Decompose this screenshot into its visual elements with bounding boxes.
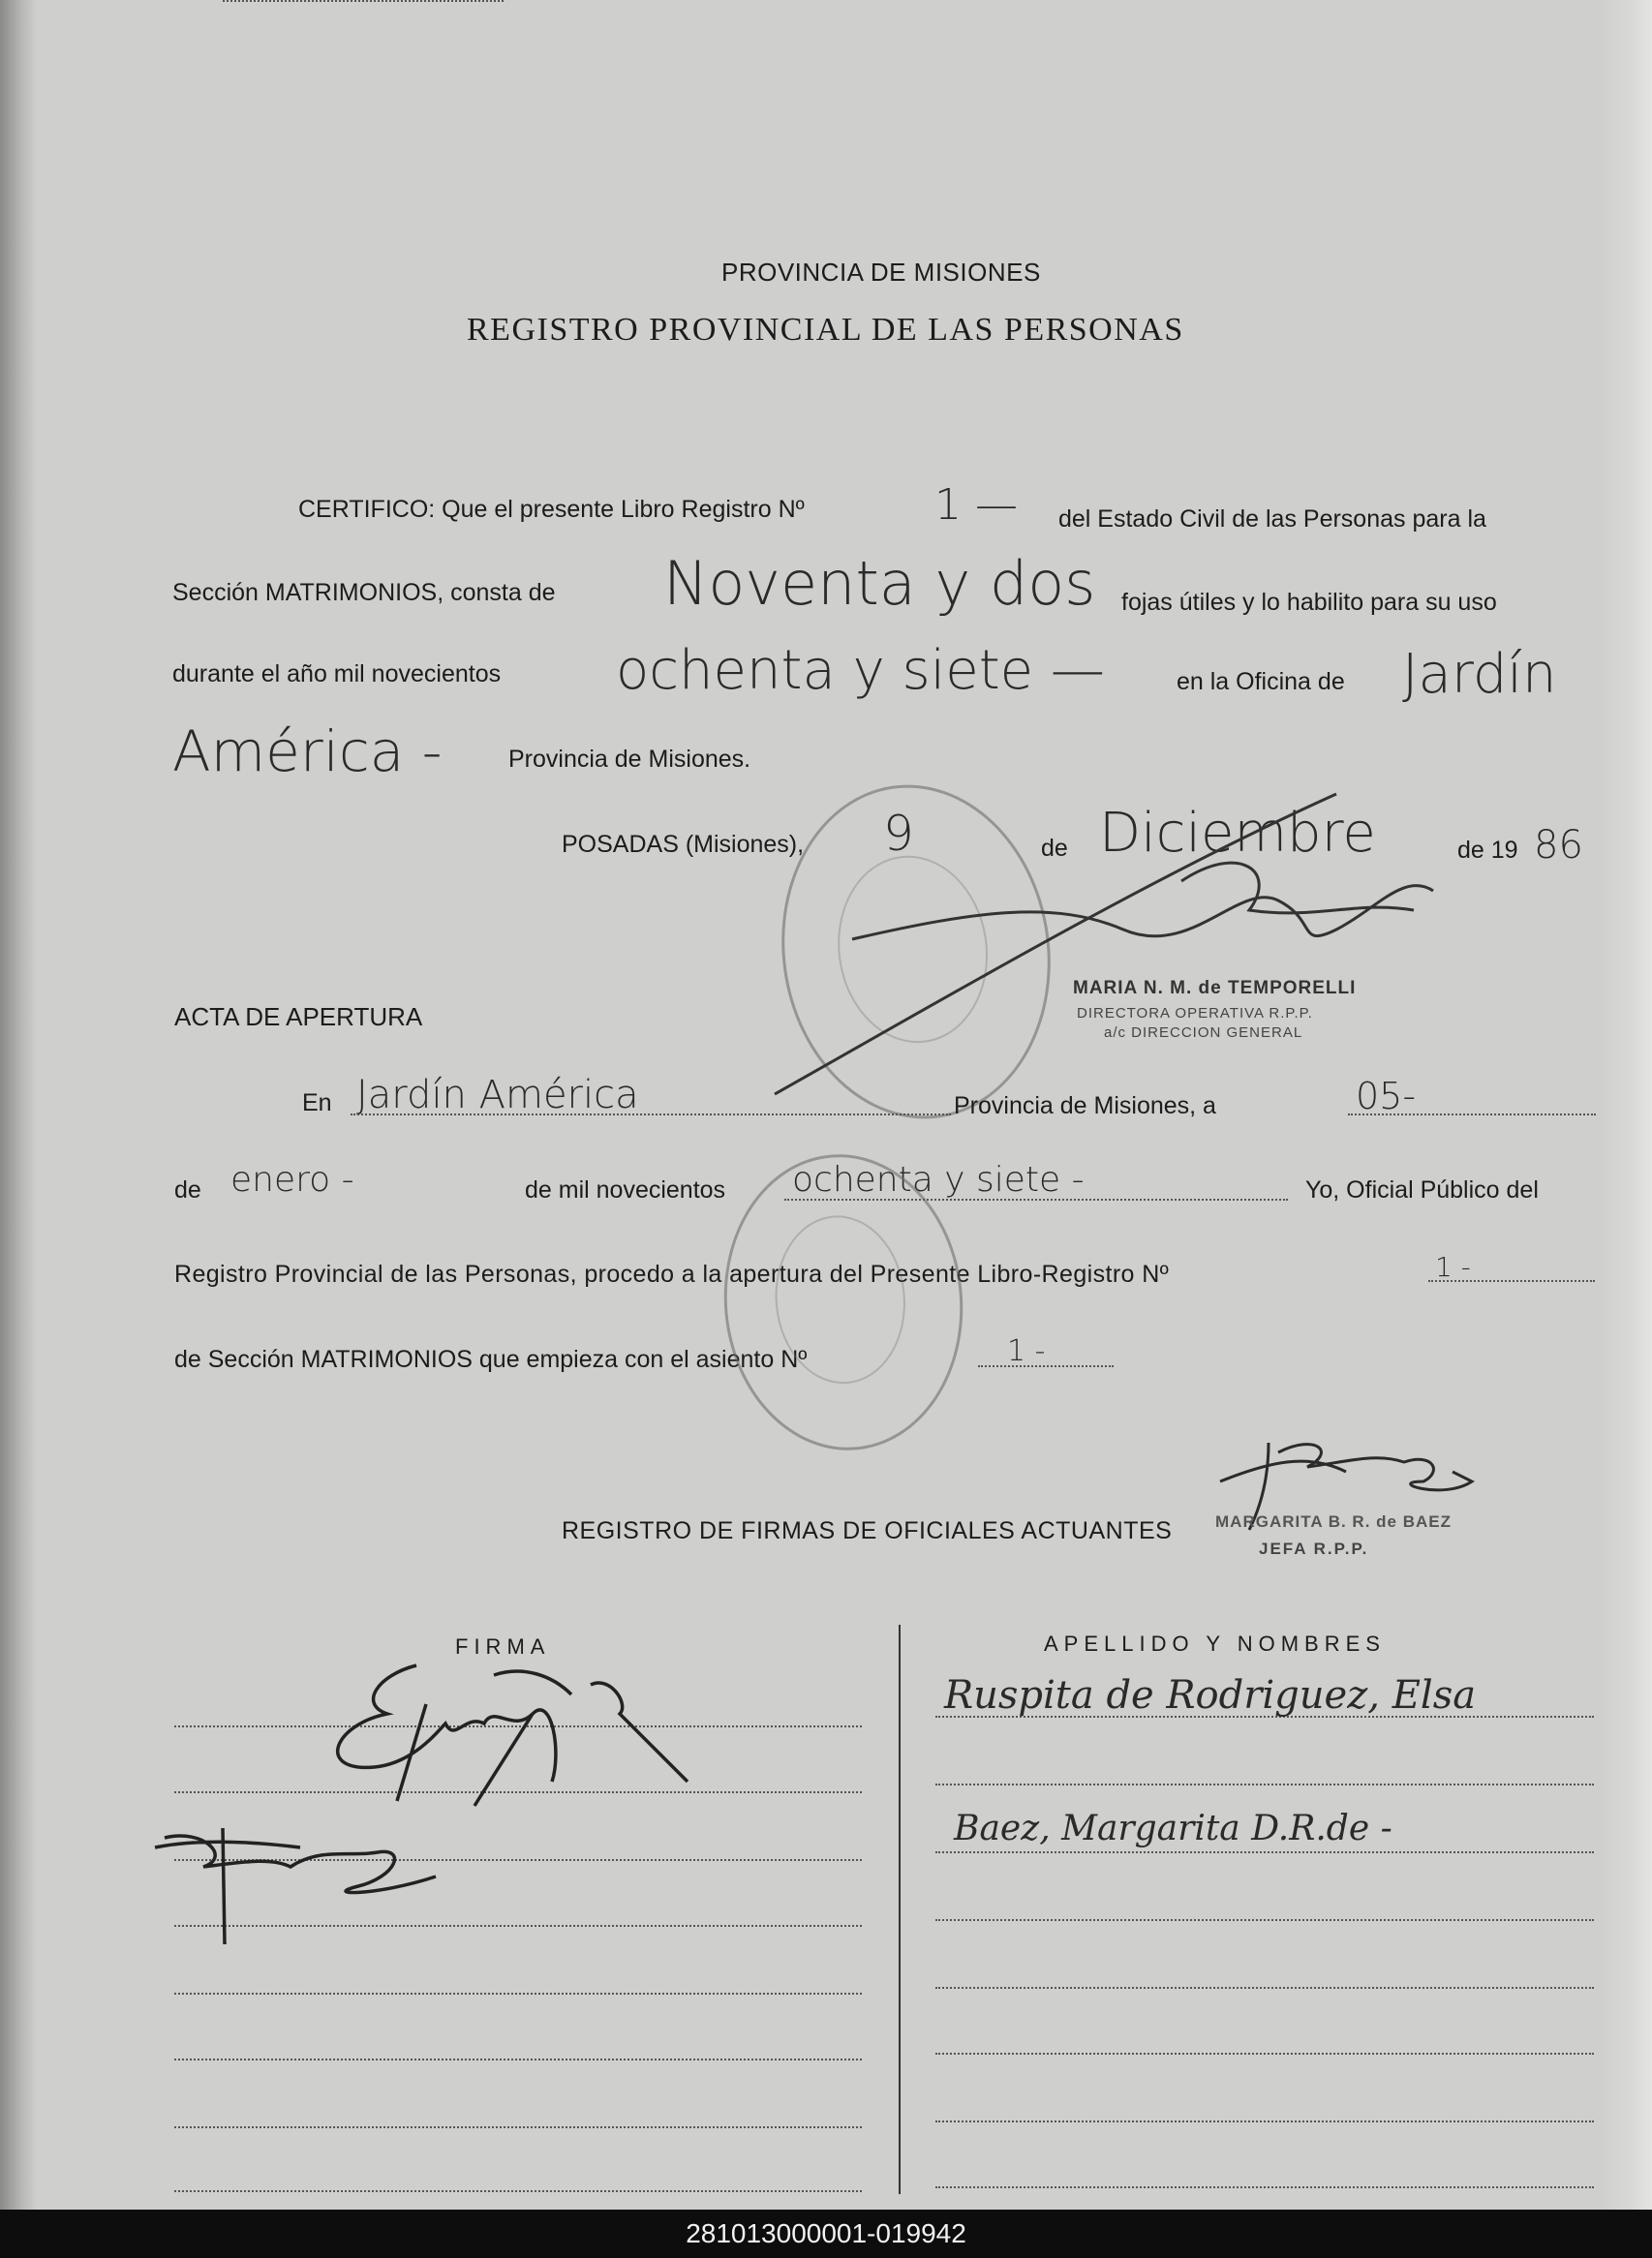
- col-signature-header: FIRMA: [455, 1634, 551, 1659]
- document-id: 281013000001-019942: [686, 2218, 966, 2248]
- acta-official-text: Yo, Oficial Público del: [1305, 1176, 1539, 1204]
- month-handwritten: Diciembre: [1099, 802, 1376, 865]
- official-name-2: Baez, Margarita D.R.de -: [954, 1809, 1392, 1848]
- book-binding-shadow: [0, 0, 37, 2210]
- acta-line3: Registro Provincial de las Personas, procedo a la apertura del Presente Libro-Registro Nº: [174, 1261, 1170, 1288]
- year-prefix-text: de 19: [1457, 837, 1518, 864]
- signature-line-7: [174, 2126, 862, 2128]
- acta-province-text: Provincia de Misiones, a: [954, 1092, 1216, 1119]
- name-line-3: [935, 1851, 1594, 1853]
- acta-year-text: de mil novecientos: [525, 1176, 726, 1204]
- acta-place-line: [351, 1114, 951, 1115]
- name-line-5: [935, 1987, 1594, 1989]
- certificate-line3-office: en la Oficina de: [1177, 668, 1345, 695]
- certificate-line4-text: Provincia de Misiones.: [508, 746, 751, 773]
- official-signature-1: [300, 1646, 707, 1811]
- name-line-6: [935, 2053, 1594, 2055]
- acta-year-handwritten: ochenta y siete -: [792, 1160, 1085, 1200]
- col-names-header: APELLIDO Y NOMBRES: [1044, 1632, 1386, 1656]
- day-handwritten: 9: [883, 806, 914, 862]
- acta-month-handwritten: enero -: [230, 1160, 354, 1200]
- province-heading: PROVINCIA DE MISIONES: [721, 258, 1041, 287]
- acta-month-line: [223, 0, 504, 2]
- official-signature-2: [145, 1809, 465, 1954]
- book-number-handwritten: 1 —: [934, 480, 1018, 530]
- seal-2-inner-ring: [768, 1210, 912, 1389]
- certificate-line2-text: Sección MATRIMONIOS, consta de: [172, 579, 556, 606]
- name-line-4: [935, 1919, 1594, 1921]
- acta-entry-number-handwritten: 1 -: [1007, 1334, 1046, 1368]
- acta-line4: de Sección MATRIMONIOS que empieza con el asiento Nº: [174, 1346, 808, 1373]
- acta-entry-number-line: [978, 1365, 1114, 1367]
- office-handwritten-2: América -: [172, 718, 443, 784]
- name-line-8: [935, 2186, 1594, 2188]
- document-id-bar: [0, 2210, 1652, 2258]
- registry-heading: REGISTRO PROVINCIAL DE LAS PERSONAS: [467, 312, 1184, 348]
- signature-line-5: [174, 1993, 862, 1995]
- director-stamp-title: DIRECTORA OPERATIVA R.P.P.: [1077, 1005, 1313, 1022]
- acta-title: ACTA DE APERTURA: [174, 1002, 423, 1031]
- acta-book-number-handwritten: 1 -: [1435, 1251, 1471, 1283]
- official-name-1: Ruspita de Rodriguez, Elsa: [944, 1673, 1477, 1718]
- name-line-7: [935, 2121, 1594, 2122]
- director-stamp-name: MARIA N. M. de TEMPORELLI: [1073, 978, 1357, 998]
- acta-de: de: [174, 1176, 201, 1204]
- jefa-stamp-name: MARGARITA B. R. de BAEZ: [1215, 1512, 1452, 1531]
- page-edge: [1600, 0, 1652, 2210]
- director-stamp-office: a/c DIRECCION GENERAL: [1104, 1024, 1303, 1041]
- certificate-line1-text: CERTIFICO: Que el presente Libro Registro Nº: [298, 496, 805, 523]
- column-divider: [899, 1625, 901, 2194]
- certificate-line3-text: durante el año mil novecientos: [172, 660, 502, 687]
- name-line-2: [935, 1784, 1594, 1785]
- acta-book-number-line: [1428, 1280, 1595, 1282]
- office-handwritten-1: Jardín: [1402, 643, 1557, 706]
- signatures-title: REGISTRO DE FIRMAS DE OFICIALES ACTUANTES: [562, 1517, 1173, 1544]
- jefa-stamp-title: JEFA R.P.P.: [1259, 1540, 1369, 1558]
- certificate-line1-end: del Estado Civil de las Personas para la: [1058, 505, 1486, 533]
- year-suffix-handwritten: 86: [1534, 823, 1583, 868]
- certificate-line2-end: fojas útiles y lo habilito para su uso: [1121, 589, 1497, 616]
- acta-day-handwritten: 05-: [1356, 1075, 1417, 1117]
- signature-line-8: [174, 2190, 862, 2192]
- director-signature: [736, 765, 1530, 1114]
- acta-en: En: [302, 1089, 332, 1116]
- date-de-text: de: [1041, 835, 1068, 862]
- year-handwritten: ochenta y siete —: [616, 639, 1105, 702]
- acta-place-handwritten: Jardín América: [356, 1073, 639, 1117]
- place-text: POSADAS (Misiones),: [562, 831, 805, 858]
- pages-handwritten: Noventa y dos: [663, 548, 1096, 619]
- acta-day-line: [1348, 1114, 1596, 1115]
- signature-line-6: [174, 2059, 862, 2060]
